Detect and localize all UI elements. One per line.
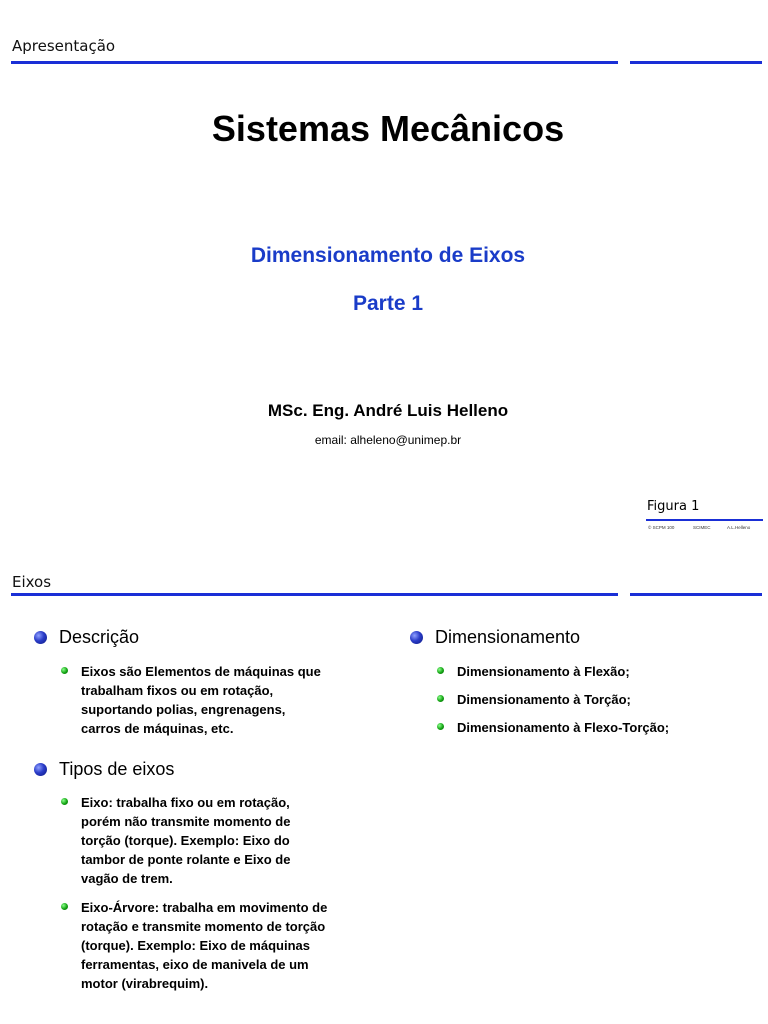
list-item: Dimensionamento à Torção; — [437, 690, 631, 709]
subtitle: Dimensionamento de Eixos — [250, 244, 526, 267]
figure-label: Figura 1 — [647, 499, 700, 514]
part-label: Parte 1 — [352, 292, 424, 315]
author-email: email: alheleno@unimep.br — [314, 433, 462, 447]
blue-bullet-icon — [34, 763, 47, 776]
slide-header-title: Eixos — [12, 573, 52, 591]
list-item: Eixo: trabalha fixo ou em rotação, porém não transmite momento de torção (torque). Exemplo: Eixo do tambor de ponte rolante e Eixo de vagão de trem. — [61, 793, 290, 888]
footer-left: © SCPM 100 — [648, 525, 675, 530]
header-rule-left — [11, 61, 618, 64]
list-item: Dimensionamento à Flexão; — [437, 662, 630, 681]
blue-bullet-icon — [410, 631, 423, 644]
section-tipos — [34, 759, 174, 780]
slide-header-title: Apresentação — [12, 37, 116, 55]
section-heading: Descrição — [59, 627, 140, 647]
header-rule-right — [630, 61, 762, 64]
footer-right: A.L.Helleno — [727, 525, 751, 530]
green-bullet-icon — [61, 903, 68, 910]
list-item: Dimensionamento à Flexo-Torção; — [437, 718, 669, 737]
main-title: Sistemas Mecânicos — [211, 108, 565, 149]
green-bullet-icon — [61, 798, 68, 805]
header-rule-left — [11, 593, 618, 596]
green-bullet-icon — [61, 667, 68, 674]
slide-eixos — [0, 548, 768, 1024]
green-bullet-icon — [437, 667, 444, 674]
footer-mid: SCIMEC — [693, 525, 711, 530]
section-dimensionamento — [410, 627, 580, 648]
author-name: MSc. Eng. André Luis Helleno — [267, 401, 509, 420]
section-heading: Tipos de eixos — [59, 759, 175, 779]
green-bullet-icon — [437, 695, 444, 702]
list-item: Eixos são Elementos de máquinas que trabalham fixos ou em rotação, suportando polias, engrenagens, carros de máquinas, etc. — [61, 662, 321, 738]
section-heading: Dimensionamento — [435, 627, 581, 647]
list-item: Eixo-Árvore: trabalha em movimento de rotação e transmite momento de torção (torque). Exemplo: Eixo de máquinas ferramentas, eixo de manivela de um motor (virabrequim). — [61, 898, 327, 993]
blue-bullet-icon — [34, 631, 47, 644]
green-bullet-icon — [437, 723, 444, 730]
figure-rule — [646, 519, 763, 521]
header-rule-right — [630, 593, 762, 596]
section-descricao — [34, 627, 139, 648]
